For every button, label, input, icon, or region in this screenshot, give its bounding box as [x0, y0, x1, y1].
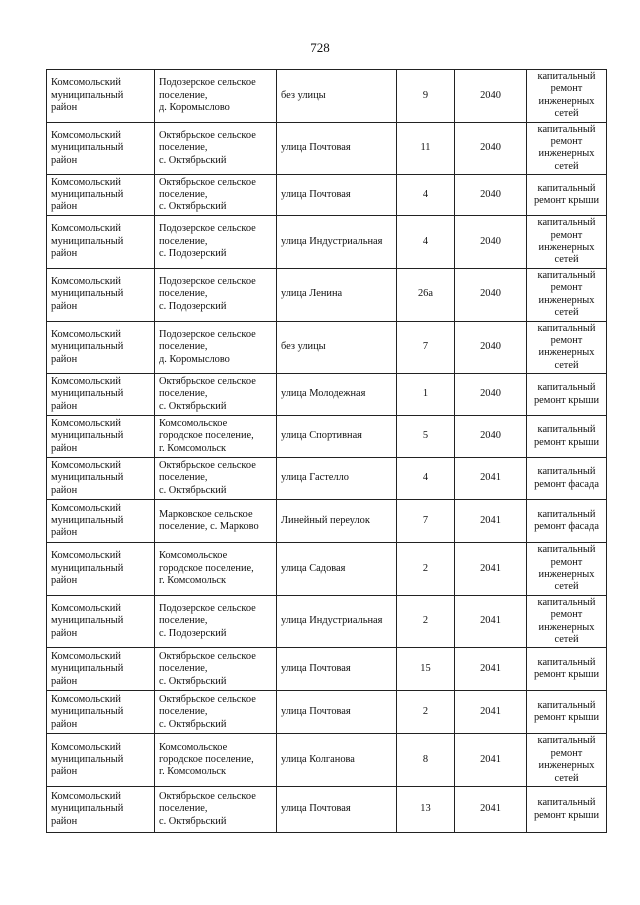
- year-cell: [455, 321, 527, 374]
- house-number-cell: [397, 648, 455, 691]
- year-cell-text: 2041: [480, 514, 501, 526]
- work-type-cell: [527, 648, 607, 691]
- street-cell: [277, 648, 397, 691]
- table-row: [47, 416, 607, 458]
- district-cell-text: Комсомольский муниципальный район: [51, 276, 124, 312]
- house-number-cell: [397, 416, 455, 458]
- district-cell-text: Комсомольский муниципальный район: [51, 223, 124, 260]
- district-cell-text: Комсомольский муниципальный район: [51, 650, 124, 687]
- settlement-cell-text: городское поселение,: [159, 562, 254, 574]
- settlement-cell-text: г. Комсомольск: [159, 766, 227, 778]
- settlement-cell-text: с. Октябрьский: [159, 400, 227, 412]
- year-cell: [455, 500, 527, 543]
- house-number-cell-text: 15: [420, 663, 431, 675]
- street-cell-text: улица Почтовая: [281, 663, 351, 675]
- work-type-cell: [527, 458, 607, 500]
- table-row: [47, 70, 607, 123]
- work-type-cell: [527, 787, 607, 833]
- street-cell-text: улица Почтовая: [281, 803, 351, 815]
- district-cell-text: Комсомольский муниципальный район: [51, 460, 124, 496]
- house-number-cell: [397, 216, 455, 269]
- house-number-cell-text: 9: [422, 89, 429, 101]
- year-cell: [455, 70, 527, 123]
- work-type-cell-text: капитальный ремонт крыши: [533, 797, 600, 821]
- settlement-cell-text: поселение,: [159, 89, 208, 101]
- house-number-cell-text: 11: [420, 142, 431, 154]
- street-cell: [277, 122, 397, 175]
- district-cell: [47, 268, 155, 321]
- house-number-cell: [397, 175, 455, 216]
- work-type-cell: [527, 734, 607, 787]
- work-type-cell-text: капитальный ремонт фасада: [534, 466, 599, 490]
- district-cell-text: Комсомольский муниципальный район: [51, 328, 124, 365]
- street-cell-text: улица Садовая: [281, 562, 346, 574]
- table-row: [47, 691, 607, 734]
- district-cell-text: Комсомольский муниципальный район: [51, 693, 124, 730]
- work-type-cell: [527, 70, 607, 123]
- district-cell: [47, 374, 155, 416]
- work-type-cell-text: капитальный ремонт крыши: [533, 656, 600, 681]
- settlement-cell-text: Комсомольское: [159, 550, 228, 562]
- street-cell: [277, 543, 397, 596]
- district-cell: [47, 734, 155, 787]
- settlement-cell: [155, 122, 277, 175]
- table-row: [47, 648, 607, 691]
- work-type-cell: [527, 416, 607, 458]
- settlement-cell-text: поселение,: [159, 472, 208, 484]
- settlement-cell-text: г. Комсомольск: [159, 442, 227, 454]
- street-cell-text: Линейный переулок: [281, 514, 370, 526]
- house-number-cell: [397, 70, 455, 123]
- street-cell-text: улица Индустриальная: [281, 615, 383, 627]
- district-cell-text: Комсомольский муниципальный район: [51, 376, 124, 412]
- street-cell: [277, 595, 397, 648]
- work-type-cell: [527, 216, 607, 269]
- street-cell: [277, 691, 397, 734]
- settlement-cell-text: с. Октябрьский: [159, 201, 227, 213]
- house-number-cell: [397, 122, 455, 175]
- year-cell: [455, 648, 527, 691]
- house-number-cell-text: 4: [422, 235, 429, 247]
- settlement-cell: [155, 216, 277, 269]
- year-cell: [455, 416, 527, 458]
- work-type-cell: [527, 175, 607, 216]
- district-cell: [47, 321, 155, 374]
- settlement-cell-text: Октябрьское сельское: [159, 376, 256, 388]
- street-cell-text: улица Молодежная: [281, 388, 366, 400]
- settlement-cell: [155, 458, 277, 500]
- year-cell-text: 2041: [480, 663, 501, 675]
- settlement-cell-text: д. Коромыслово: [159, 353, 230, 365]
- house-number-cell-text: 8: [422, 753, 429, 765]
- settlement-cell-text: Подозерское сельское: [159, 328, 256, 340]
- house-number-cell-text: 2: [422, 615, 429, 627]
- district-cell: [47, 70, 155, 123]
- street-cell-text: улица Почтовая: [281, 189, 351, 201]
- year-cell-text: 2040: [480, 341, 501, 353]
- year-cell-text: 2040: [480, 235, 501, 247]
- settlement-cell-text: Октябрьское сельское: [159, 693, 256, 705]
- settlement-cell-text: Октябрьское сельское: [159, 129, 256, 141]
- table-body: [47, 70, 607, 833]
- settlement-cell: [155, 175, 277, 216]
- table-row: [47, 321, 607, 374]
- work-type-cell-text: капитальный ремонт инженерных сетей: [537, 123, 596, 172]
- year-cell: [455, 691, 527, 734]
- work-type-cell: [527, 595, 607, 648]
- settlement-cell: [155, 648, 277, 691]
- house-number-cell-text: 5: [422, 430, 429, 442]
- district-cell-text: Комсомольский муниципальный район: [51, 790, 124, 827]
- house-number-cell: [397, 787, 455, 833]
- settlement-cell-text: с. Октябрьский: [159, 815, 227, 827]
- street-cell-text: улица Индустриальная: [281, 235, 383, 247]
- settlement-cell: [155, 543, 277, 596]
- table-row: [47, 458, 607, 500]
- work-type-cell: [527, 374, 607, 416]
- settlement-cell: [155, 321, 277, 374]
- street-cell-text: улица Гастелло: [281, 472, 349, 484]
- district-cell-text: Комсомольский муниципальный район: [51, 602, 124, 639]
- settlement-cell-text: Октябрьское сельское: [159, 460, 256, 472]
- work-type-cell-text: капитальный ремонт инженерных сетей: [537, 735, 596, 784]
- year-cell-text: 2041: [480, 615, 501, 627]
- table-row: [47, 268, 607, 321]
- settlement-cell-text: поселение,: [159, 288, 208, 300]
- settlement-cell-text: Октябрьское сельское: [159, 176, 256, 188]
- settlement-cell-text: поселение,: [159, 663, 208, 675]
- work-type-cell: [527, 543, 607, 596]
- work-type-cell: [527, 122, 607, 175]
- street-cell: [277, 268, 397, 321]
- street-cell-text: улица Колганова: [281, 753, 355, 765]
- year-cell: [455, 122, 527, 175]
- work-type-cell-text: капитальный ремонт инженерных сетей: [537, 596, 596, 645]
- settlement-cell-text: Подозерское сельское: [159, 77, 256, 89]
- district-cell: [47, 458, 155, 500]
- work-type-cell-text: капитальный ремонт крыши: [533, 699, 600, 724]
- district-cell-text: Комсомольский муниципальный район: [51, 550, 124, 587]
- house-number-cell-text: 2: [422, 562, 429, 574]
- street-cell-text: улица Спортивная: [281, 430, 362, 442]
- settlement-cell-text: с. Октябрьский: [159, 675, 227, 687]
- house-number-cell-text: 2: [422, 706, 429, 718]
- settlement-cell: [155, 734, 277, 787]
- settlement-cell: [155, 70, 277, 123]
- year-cell: [455, 543, 527, 596]
- house-number-cell: [397, 543, 455, 596]
- year-cell-text: 2041: [480, 472, 501, 484]
- street-cell-text: улица Почтовая: [281, 142, 351, 154]
- house-number-cell-text: 1: [422, 388, 429, 400]
- district-cell-text: Комсомольский муниципальный район: [51, 77, 124, 114]
- street-cell-text: улица Ленина: [281, 288, 343, 300]
- district-cell-text: Комсомольский муниципальный район: [51, 741, 124, 778]
- street-cell: [277, 416, 397, 458]
- settlement-cell-text: Подозерское сельское: [159, 602, 256, 614]
- year-cell: [455, 216, 527, 269]
- district-cell: [47, 175, 155, 216]
- street-cell: [277, 500, 397, 543]
- work-type-cell: [527, 268, 607, 321]
- settlement-cell: [155, 787, 277, 833]
- work-type-cell-text: капитальный ремонт инженерных сетей: [537, 322, 596, 371]
- house-number-cell: [397, 595, 455, 648]
- work-type-cell-text: капитальный ремонт фасада: [534, 508, 599, 533]
- work-type-cell-text: капитальный ремонт инженерных сетей: [537, 217, 596, 266]
- street-cell-text: без улицы: [281, 341, 326, 353]
- house-number-cell: [397, 691, 455, 734]
- settlement-cell-text: городское поселение,: [159, 753, 254, 765]
- settlement-cell: [155, 374, 277, 416]
- house-number-cell: [397, 734, 455, 787]
- house-number-cell-text: 7: [422, 514, 429, 526]
- settlement-cell: [155, 595, 277, 648]
- district-cell: [47, 500, 155, 543]
- year-cell: [455, 458, 527, 500]
- settlement-cell-text: поселение,: [159, 341, 208, 353]
- settlement-cell-text: д. Коромыслово: [159, 102, 230, 114]
- work-type-cell-text: капитальный ремонт крыши: [533, 382, 600, 406]
- year-cell-text: 2040: [480, 288, 501, 300]
- year-cell-text: 2041: [480, 753, 501, 765]
- settlement-cell-text: с. Подозерский: [159, 627, 227, 639]
- settlement-cell-text: городское поселение,: [159, 430, 254, 442]
- street-cell-text: без улицы: [281, 89, 326, 101]
- district-cell-text: Комсомольский муниципальный район: [51, 176, 124, 213]
- work-type-cell: [527, 500, 607, 543]
- settlement-cell-text: поселение,: [159, 803, 208, 815]
- district-cell: [47, 595, 155, 648]
- year-cell-text: 2040: [480, 89, 501, 101]
- house-number-cell-text: 7: [422, 341, 429, 353]
- street-cell: [277, 175, 397, 216]
- house-number-cell: [397, 500, 455, 543]
- district-cell: [47, 216, 155, 269]
- settlement-cell-text: Октябрьское сельское: [159, 650, 256, 662]
- work-type-cell-text: капитальный ремонт крыши: [533, 182, 600, 207]
- year-cell: [455, 595, 527, 648]
- district-cell-text: Комсомольский муниципальный район: [51, 418, 124, 454]
- settlement-cell-text: Подозерское сельское: [159, 223, 256, 235]
- district-cell: [47, 648, 155, 691]
- settlement-cell-text: с. Октябрьский: [159, 484, 227, 496]
- year-cell: [455, 374, 527, 416]
- table-row: [47, 122, 607, 175]
- year-cell: [455, 734, 527, 787]
- settlement-cell-text: Октябрьское сельское: [159, 790, 256, 802]
- district-cell-text: Комсомольский муниципальный район: [51, 502, 124, 539]
- year-cell-text: 2040: [480, 388, 501, 400]
- table-row: [47, 175, 607, 216]
- settlement-cell-text: поселение,: [159, 388, 208, 400]
- table-row: [47, 734, 607, 787]
- work-type-cell: [527, 321, 607, 374]
- settlement-cell-text: поселение,: [159, 706, 208, 718]
- year-cell: [455, 175, 527, 216]
- year-cell: [455, 268, 527, 321]
- page-number: 728: [310, 40, 330, 55]
- district-cell: [47, 691, 155, 734]
- settlement-cell-text: поселение,: [159, 142, 208, 154]
- house-number-cell-text: 26а: [417, 288, 433, 300]
- house-number-cell: [397, 458, 455, 500]
- settlement-cell-text: поселение,: [159, 189, 208, 201]
- work-type-cell-text: капитальный ремонт инженерных сетей: [537, 544, 596, 593]
- year-cell-text: 2040: [480, 430, 501, 442]
- street-cell: [277, 458, 397, 500]
- settlement-cell: [155, 416, 277, 458]
- street-cell: [277, 216, 397, 269]
- street-cell: [277, 374, 397, 416]
- district-cell: [47, 122, 155, 175]
- settlement-cell-text: поселение, с. Марково: [159, 521, 259, 533]
- house-number-cell-text: 4: [422, 189, 429, 201]
- table-row: [47, 595, 607, 648]
- street-cell: [277, 70, 397, 123]
- settlement-cell-text: Подозерское сельское: [159, 276, 256, 288]
- year-cell-text: 2041: [480, 562, 501, 574]
- settlement-cell-text: с. Подозерский: [159, 248, 227, 260]
- house-number-cell-text: 13: [420, 803, 431, 815]
- table-row: [47, 500, 607, 543]
- street-cell: [277, 787, 397, 833]
- settlement-cell-text: поселение,: [159, 615, 208, 627]
- work-type-cell-text: капитальный ремонт крыши: [533, 424, 600, 448]
- district-cell: [47, 416, 155, 458]
- settlement-cell-text: с. Октябрьский: [159, 154, 227, 166]
- house-number-cell-text: 4: [422, 472, 429, 484]
- settlement-cell: [155, 500, 277, 543]
- street-cell: [277, 321, 397, 374]
- house-number-cell: [397, 374, 455, 416]
- street-cell-text: улица Почтовая: [281, 706, 351, 718]
- settlement-cell-text: поселение,: [159, 235, 208, 247]
- table-row: [47, 543, 607, 596]
- work-type-cell-text: капитальный ремонт инженерных сетей: [537, 269, 596, 319]
- settlement-cell-text: с. Октябрьский: [159, 718, 227, 730]
- settlement-cell-text: Марковское сельское: [159, 508, 253, 520]
- settlement-cell: [155, 268, 277, 321]
- table-row: [47, 216, 607, 269]
- year-cell-text: 2041: [480, 803, 501, 815]
- district-cell: [47, 787, 155, 833]
- table-row: [47, 787, 607, 833]
- work-type-cell-text: капитальный ремонт инженерных сетей: [537, 71, 596, 120]
- street-cell: [277, 734, 397, 787]
- settlement-cell: [155, 691, 277, 734]
- table-row: [47, 374, 607, 416]
- year-cell-text: 2040: [480, 189, 501, 201]
- year-cell-text: 2040: [480, 142, 501, 154]
- year-cell: [455, 787, 527, 833]
- house-number-cell: [397, 268, 455, 321]
- district-cell: [47, 543, 155, 596]
- settlement-cell-text: г. Комсомольск: [159, 575, 227, 587]
- repair-schedule-table: [46, 69, 607, 833]
- settlement-cell-text: Комсомольское: [159, 741, 228, 753]
- house-number-cell: [397, 321, 455, 374]
- settlement-cell-text: с. Подозерский: [159, 300, 227, 312]
- district-cell-text: Комсомольский муниципальный район: [51, 129, 124, 166]
- settlement-cell-text: Комсомольское: [159, 418, 228, 430]
- work-type-cell: [527, 691, 607, 734]
- year-cell-text: 2041: [480, 706, 501, 718]
